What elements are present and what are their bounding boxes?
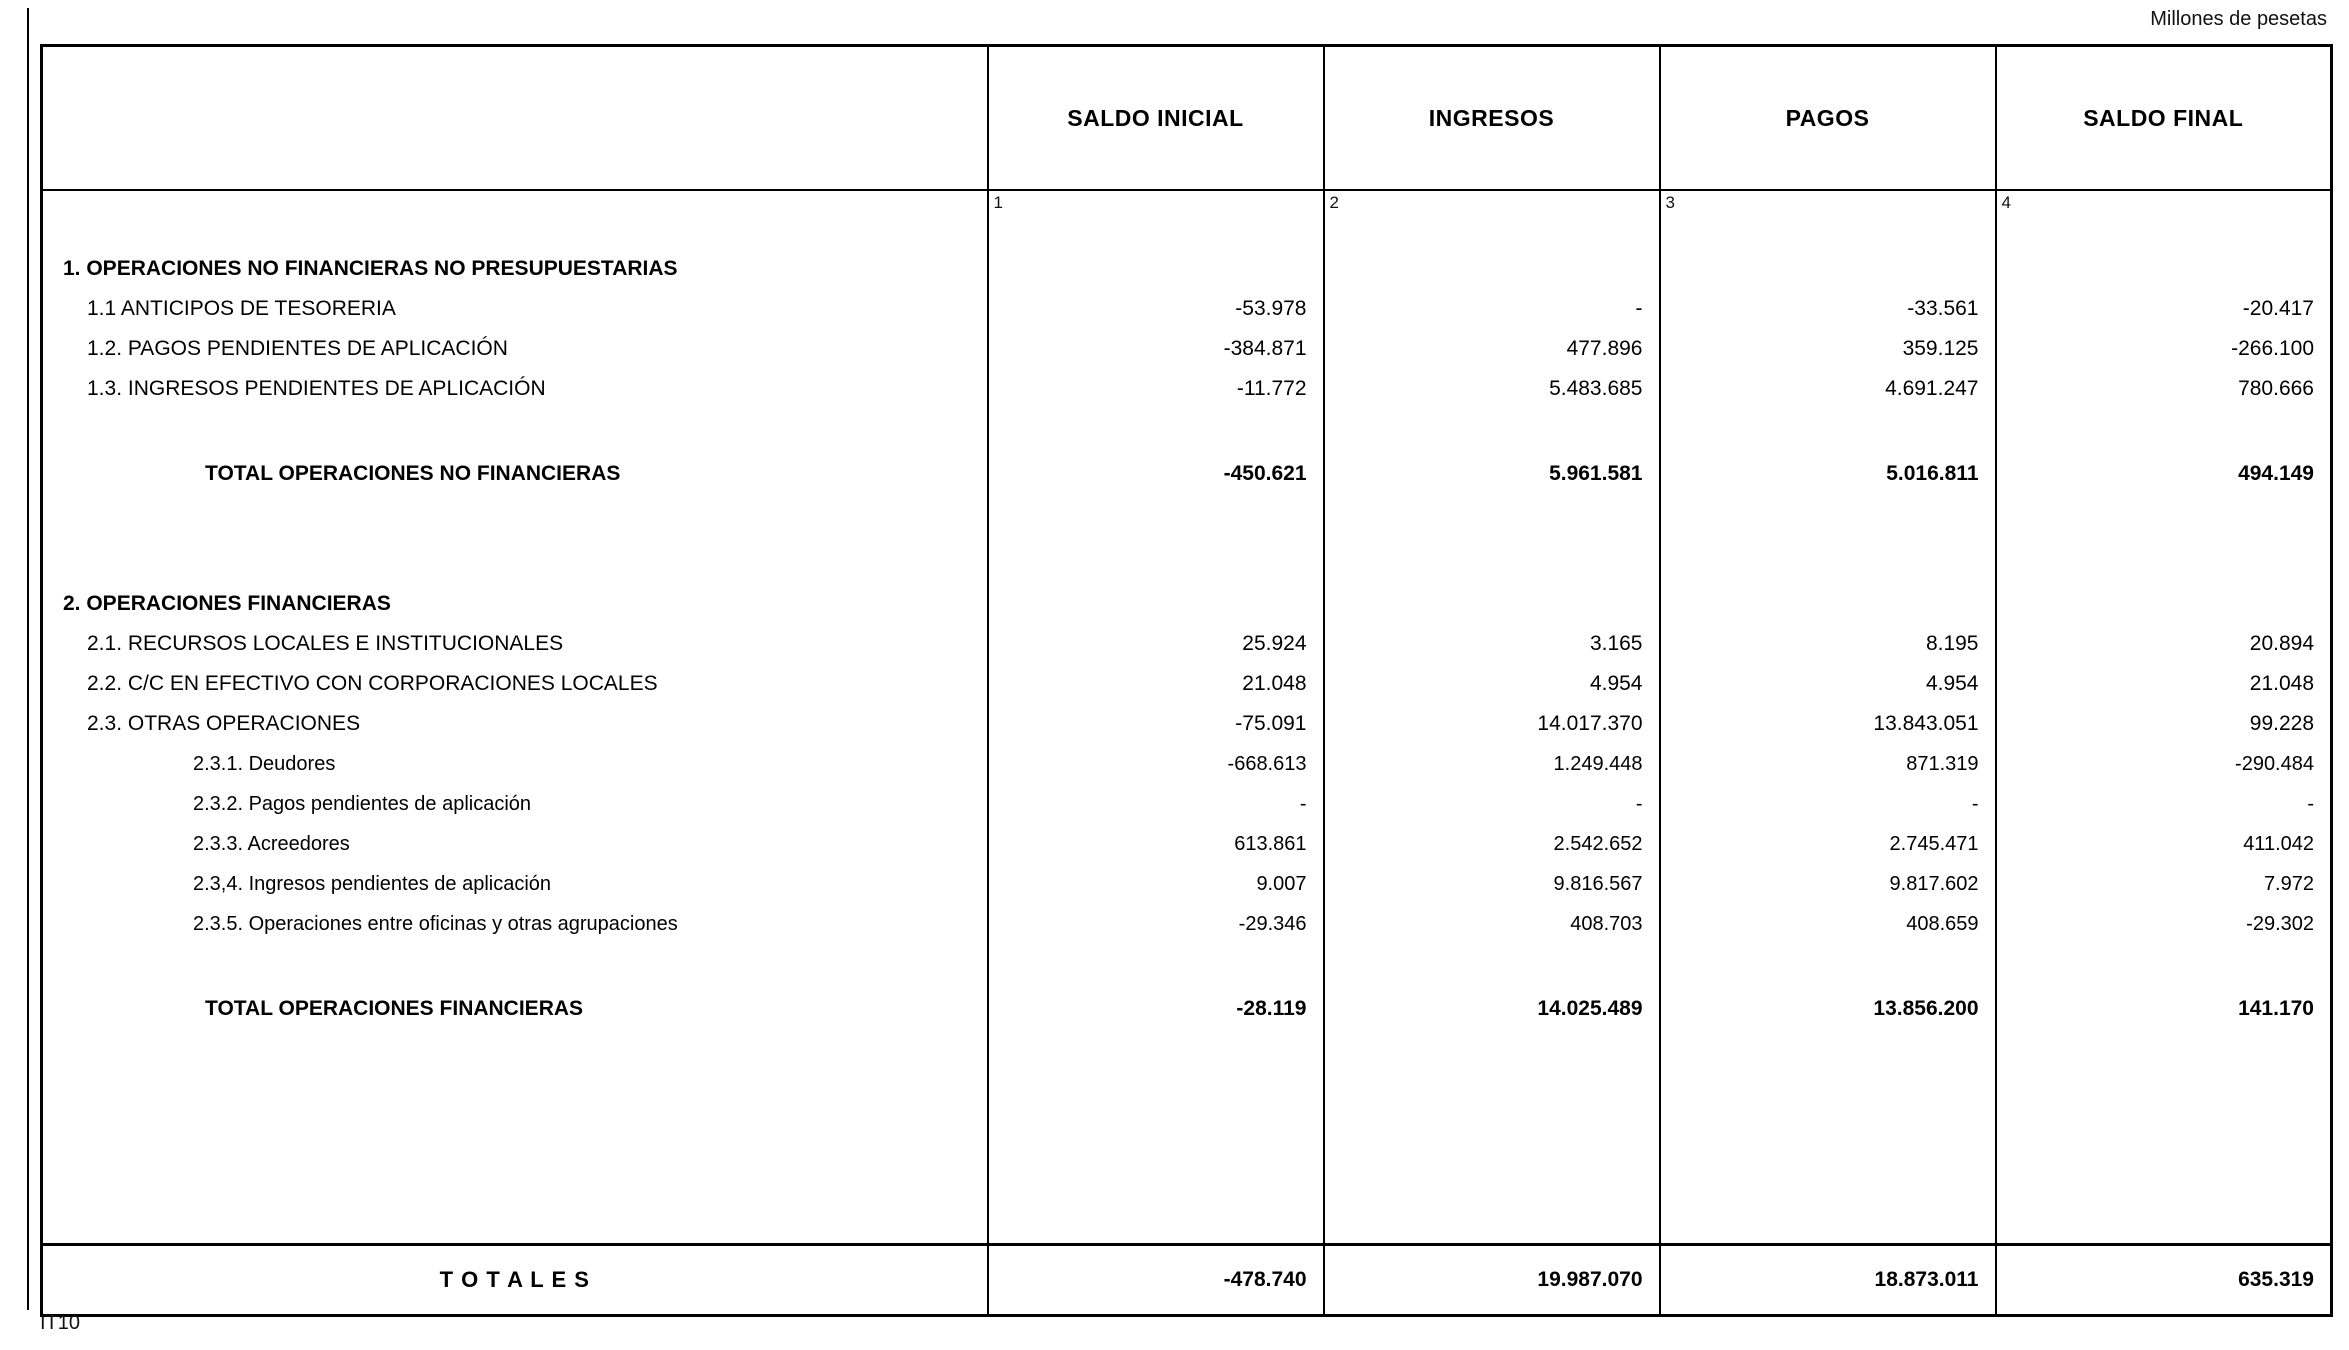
table-header	[42, 46, 2332, 191]
row-value: 21.048	[1996, 664, 2332, 704]
row-value	[988, 539, 1324, 584]
row-value: -	[988, 784, 1324, 824]
row-label	[42, 409, 988, 454]
row-value	[1660, 584, 1996, 624]
row-value	[1996, 249, 2332, 289]
row-value: 141.170	[1996, 989, 2332, 1029]
row-value: 14.017.370	[1324, 704, 1660, 744]
row-value: -33.561	[1660, 289, 1996, 329]
table-row	[42, 409, 2332, 454]
row-value: -384.871	[988, 329, 1324, 369]
table-row	[42, 989, 2332, 1029]
table-row	[42, 539, 2332, 584]
row-value: 13.843.051	[1660, 704, 1996, 744]
row-value: 5.961.581	[1324, 454, 1660, 494]
row-value: 13.856.200	[1660, 989, 1996, 1029]
table-row	[42, 289, 2332, 329]
row-value	[1324, 249, 1660, 289]
row-value: 20.894	[1996, 624, 2332, 664]
row-label: 2.3.2. Pagos pendientes de aplicación	[193, 792, 532, 815]
row-value	[1324, 944, 1660, 989]
row-value: 1.249.448	[1324, 744, 1660, 784]
row-value	[1996, 494, 2332, 539]
row-label: 1. OPERACIONES NO FINANCIERAS NO PRESUPUESTARIAS	[63, 257, 678, 280]
table-row	[42, 744, 2332, 784]
row-value: -53.978	[988, 289, 1324, 329]
row-value: 871.319	[1660, 744, 1996, 784]
table-row	[42, 249, 2332, 289]
row-value: 25.924	[988, 624, 1324, 664]
row-value: -11.772	[988, 369, 1324, 409]
totals-row	[42, 1245, 2332, 1316]
table-row	[42, 704, 2332, 744]
header-label-column	[42, 46, 988, 191]
table-footer	[42, 1245, 2332, 1316]
row-value: -290.484	[1996, 744, 2332, 784]
row-value: 9.816.567	[1324, 864, 1660, 904]
row-value	[1660, 1029, 1996, 1245]
row-value	[1660, 539, 1996, 584]
header-row	[42, 46, 2332, 191]
row-value	[1996, 539, 2332, 584]
row-value: -29.302	[1996, 904, 2332, 944]
header-saldo-inicial: SALDO INICIAL	[988, 46, 1324, 191]
table-row	[42, 624, 2332, 664]
row-label: 2.3.5. Operaciones entre oficinas y otras agrupaciones	[193, 912, 678, 935]
row-value: 9.007	[988, 864, 1324, 904]
row-value	[1660, 494, 1996, 539]
header-ingresos: INGRESOS	[1324, 46, 1660, 191]
row-value	[1996, 944, 2332, 989]
table-body	[42, 249, 2332, 1245]
row-label: 2. OPERACIONES FINANCIERAS	[63, 592, 391, 615]
column-number-row	[42, 190, 2332, 249]
totals-pagos: 18.873.011	[1660, 1245, 1996, 1316]
row-value: 477.896	[1324, 329, 1660, 369]
row-value: 5.016.811	[1660, 454, 1996, 494]
row-value	[1660, 944, 1996, 989]
row-value	[988, 494, 1324, 539]
form-code: IT10	[40, 1312, 81, 1334]
row-value	[1660, 249, 1996, 289]
column-number-strip	[42, 190, 2332, 249]
row-label	[42, 494, 988, 539]
totals-saldo-inicial: -478.740	[988, 1245, 1324, 1316]
row-value: 9.817.602	[1660, 864, 1996, 904]
row-value	[1324, 409, 1660, 454]
row-value: 21.048	[988, 664, 1324, 704]
row-label: 2.3. OTRAS OPERACIONES	[87, 712, 361, 735]
table-row	[42, 494, 2332, 539]
row-label: 1.1 ANTICIPOS DE TESORERIA	[87, 297, 396, 320]
row-value: -20.417	[1996, 289, 2332, 329]
row-value	[988, 409, 1324, 454]
table-row	[42, 329, 2332, 369]
row-value	[988, 249, 1324, 289]
row-label: 2.3,4. Ingresos pendientes de aplicación	[193, 872, 552, 895]
column-number: 2	[1324, 190, 1660, 249]
row-label: 2.2. C/C EN EFECTIVO CON CORPORACIONES LOCALES	[87, 672, 658, 695]
row-value	[1324, 584, 1660, 624]
row-value: 408.703	[1324, 904, 1660, 944]
row-value: 2.745.471	[1660, 824, 1996, 864]
column-number: 3	[1660, 190, 1996, 249]
row-value	[988, 944, 1324, 989]
row-value	[988, 584, 1324, 624]
row-value: 99.228	[1996, 704, 2332, 744]
row-value: 494.149	[1996, 454, 2332, 494]
row-value	[1660, 409, 1996, 454]
totals-ingresos: 19.987.070	[1324, 1245, 1660, 1316]
row-value: -	[1324, 784, 1660, 824]
row-value: -	[1324, 289, 1660, 329]
row-value	[1324, 539, 1660, 584]
table-row	[42, 454, 2332, 494]
row-label	[42, 1029, 988, 1245]
row-value: 4.954	[1660, 664, 1996, 704]
table-row	[42, 944, 2332, 989]
totals-label: T O T A L E S	[42, 1245, 988, 1316]
left-margin-rule	[27, 8, 29, 1310]
row-value: -	[1660, 784, 1996, 824]
column-number: 4	[1996, 190, 2332, 249]
row-label: 2.1. RECURSOS LOCALES E INSTITUCIONALES	[87, 632, 564, 655]
row-value	[1996, 409, 2332, 454]
column-number: 1	[988, 190, 1324, 249]
row-value: -29.346	[988, 904, 1324, 944]
row-value: 4.691.247	[1660, 369, 1996, 409]
unit-note: Millones de pesetas	[2150, 8, 2327, 30]
row-value: 14.025.489	[1324, 989, 1660, 1029]
table-row	[42, 824, 2332, 864]
row-value	[1996, 1029, 2332, 1245]
row-value: 5.483.685	[1324, 369, 1660, 409]
row-label: 2.3.3. Acreedores	[193, 832, 350, 855]
row-value: -28.119	[988, 989, 1324, 1029]
table-row	[42, 1029, 2332, 1245]
row-value	[1996, 584, 2332, 624]
row-label: TOTAL OPERACIONES NO FINANCIERAS	[205, 462, 621, 485]
table-row	[42, 369, 2332, 409]
row-value: 3.165	[1324, 624, 1660, 664]
row-value: 7.972	[1996, 864, 2332, 904]
row-value: 613.861	[988, 824, 1324, 864]
row-label: 1.3. INGRESOS PENDIENTES DE APLICACIÓN	[87, 377, 546, 400]
row-value: 359.125	[1660, 329, 1996, 369]
treasury-operations-table	[40, 44, 2333, 1317]
row-value: -	[1996, 784, 2332, 824]
table-row	[42, 904, 2332, 944]
row-value: 408.659	[1660, 904, 1996, 944]
row-value: 2.542.652	[1324, 824, 1660, 864]
strip-empty	[42, 190, 988, 249]
row-value	[1324, 494, 1660, 539]
row-value: -450.621	[988, 454, 1324, 494]
header-saldo-final: SALDO FINAL	[1996, 46, 2332, 191]
row-label: 2.3.1. Deudores	[193, 752, 336, 775]
row-value: 4.954	[1324, 664, 1660, 704]
row-value: 411.042	[1996, 824, 2332, 864]
row-value: 780.666	[1996, 369, 2332, 409]
row-value	[988, 1029, 1324, 1245]
table-row	[42, 864, 2332, 904]
row-label	[42, 944, 988, 989]
totals-saldo-final: 635.319	[1996, 1245, 2332, 1316]
row-value: -668.613	[988, 744, 1324, 784]
table-row	[42, 664, 2332, 704]
row-label: 1.2. PAGOS PENDIENTES DE APLICACIÓN	[87, 337, 508, 360]
table-row	[42, 584, 2332, 624]
table-row	[42, 784, 2332, 824]
row-value: 8.195	[1660, 624, 1996, 664]
row-value: -75.091	[988, 704, 1324, 744]
row-label: TOTAL OPERACIONES FINANCIERAS	[205, 997, 584, 1020]
row-value	[1324, 1029, 1660, 1245]
header-pagos: PAGOS	[1660, 46, 1996, 191]
row-label	[42, 539, 988, 584]
row-value: -266.100	[1996, 329, 2332, 369]
